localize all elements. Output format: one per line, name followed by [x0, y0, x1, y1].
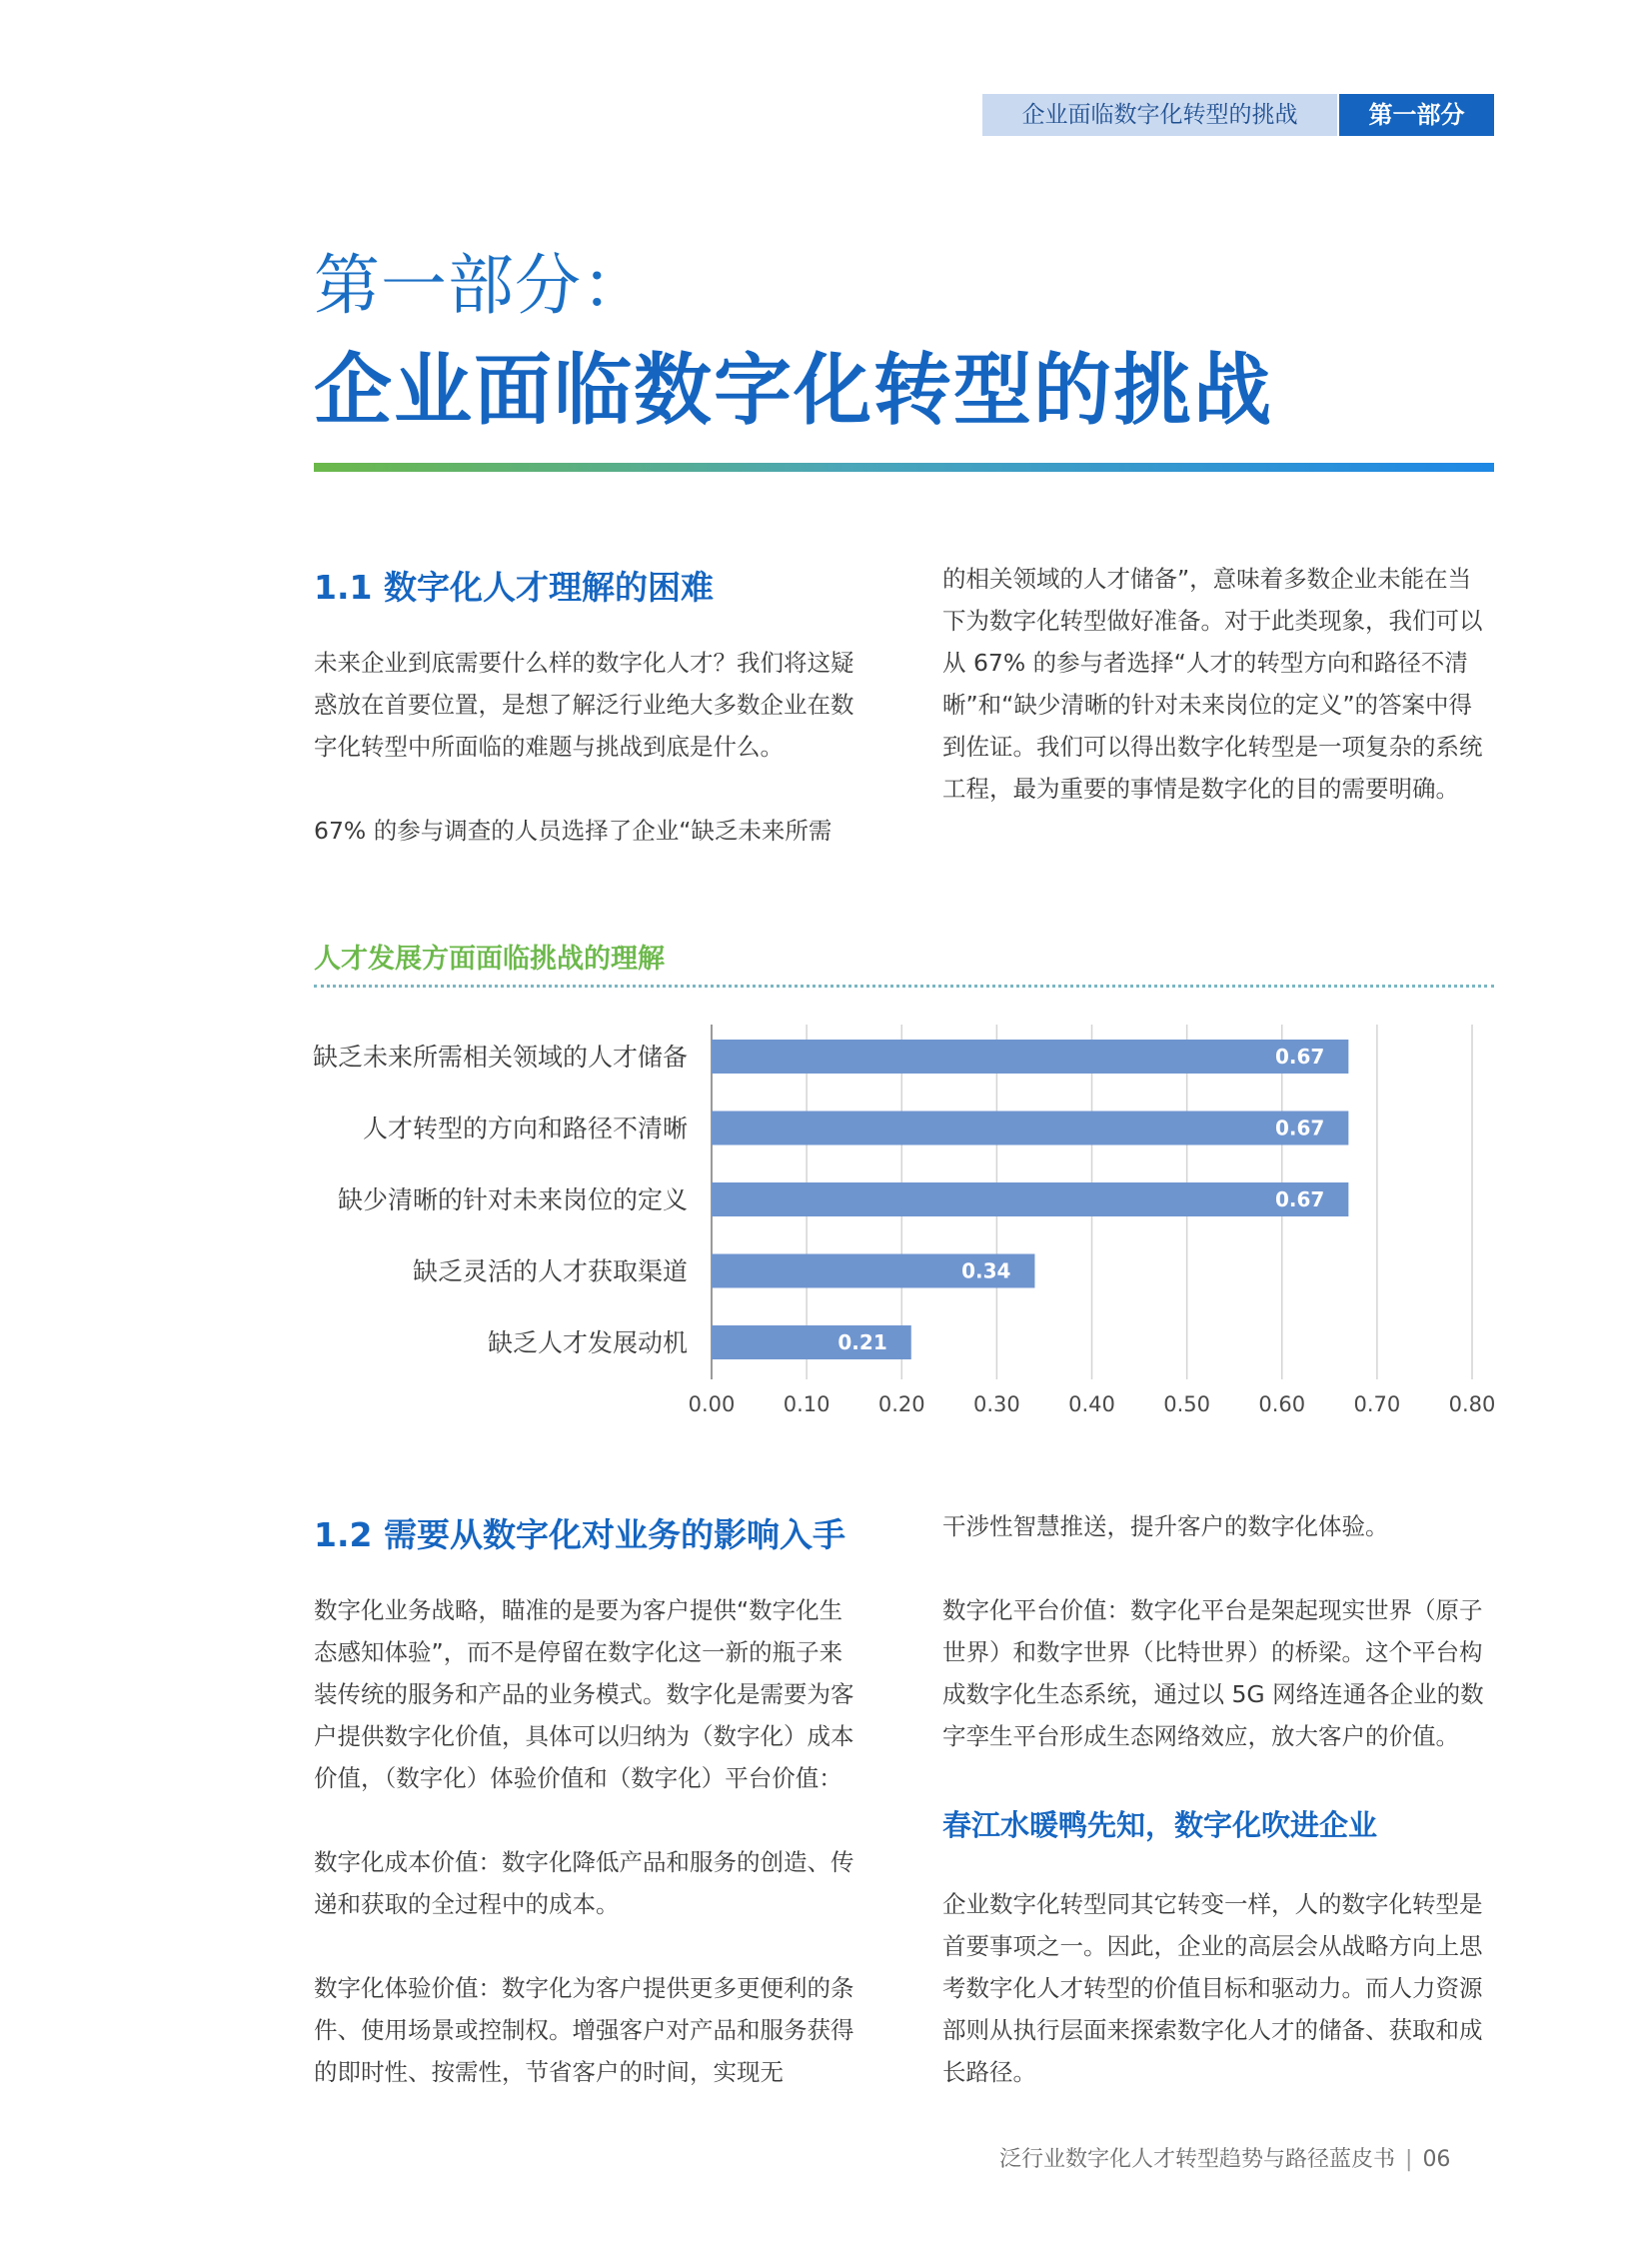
- section2-left-column: [314, 1589, 863, 2093]
- bar: [712, 1040, 1348, 1074]
- subheading-spring-river: 春江水暖鸭先知，数字化吹进企业: [942, 1808, 1378, 1842]
- footer-separator: |: [1405, 2147, 1413, 2172]
- x-tick-label: 0.80: [1448, 1392, 1496, 1416]
- section2-right-column: [942, 1505, 1492, 1757]
- paragraph: 67% 的参与调查的人员选择了企业“缺乏未来所需: [314, 817, 832, 845]
- bar: [712, 1182, 1348, 1216]
- category-label: 缺乏灵活的人才获取渠道: [412, 1256, 688, 1286]
- x-tick-label: 0.70: [1353, 1392, 1401, 1416]
- paragraph: 数字化成本价值：数字化降低产品和服务的创造、传递和获取的全过程中的成本。: [314, 1848, 854, 1918]
- x-tick-label: 0.50: [1163, 1392, 1211, 1416]
- category-label: 人才转型的方向和路径不清晰: [362, 1114, 688, 1143]
- data-label: 0.67: [1274, 1045, 1325, 1069]
- footer-doc-title: 泛行业数字化人才转型趋势与路径蓝皮书: [999, 2147, 1396, 2172]
- paragraph: 干涉性智慧推送，提升客户的数字化体验。: [942, 1512, 1389, 1540]
- x-tick-label: 0.00: [688, 1392, 736, 1416]
- category-label: 缺少清晰的针对未来岗位的定义: [337, 1185, 688, 1214]
- chart-heading: 人才发展方面面临挑战的理解: [314, 944, 665, 975]
- x-tick-label: 0.20: [877, 1392, 925, 1416]
- paragraph: 的相关领域的人才储备”，意味着多数企业未能在当下为数字化转型做好准备。对于此类现象，我们可以从 67% 的参与者选择“人才的转型方向和路径不清晰”和“缺少清晰的针对未来岗位的定义”的答案中得到佐证。我们可以得出数字化转型是一项复杂的系统工程，最为重要的事情是数字化的目的需要明确。: [942, 565, 1483, 803]
- data-label: 0.21: [837, 1330, 887, 1354]
- subsection-body: [942, 1883, 1492, 2093]
- data-label: 0.67: [1274, 1187, 1325, 1211]
- paragraph: 数字化业务战略，瞄准的是要为客户提供“数字化生态感知体验”，而不是停留在数字化这一新的瓶子来装传统的服务和产品的业务模式。数字化是需要为客户提供数字化价值，具体可以归纳为（数字化）成本价值，（数字化）体验价值和（数字化）平台价值：: [314, 1596, 854, 1792]
- x-tick-label: 0.10: [783, 1392, 830, 1416]
- header-section-title: 企业面临数字化转型的挑战: [982, 94, 1337, 136]
- page-footer: [999, 2142, 1450, 2173]
- paragraph: 企业数字化转型同其它转变一样，人的数字化转型是首要事项之一。因此，企业的高层会从战略方向上思考数字化人才转型的价值目标和驱动力。而人力资源部则从执行层面来探索数字化人才的储备、获取和成长路径。: [942, 1890, 1483, 2086]
- x-tick-label: 0.40: [1068, 1392, 1115, 1416]
- page-number: 06: [1422, 2147, 1451, 2172]
- paragraph: 未来企业到底需要什么样的数字化人才？我们将这疑惑放在首要位置，是想了解泛行业绝大多数企业在数字化转型中所面临的难题与挑战到底是什么。: [314, 649, 854, 761]
- x-tick-label: 0.30: [972, 1392, 1020, 1416]
- x-tick-label: 0.60: [1258, 1392, 1306, 1416]
- data-label: 0.67: [1274, 1116, 1325, 1140]
- header-part-label: 第一部分: [1339, 94, 1494, 136]
- section-heading-1-1: 1.1 数字化人才理解的困难: [314, 568, 714, 607]
- section-heading-1-2: 1.2 需要从数字化对业务的影响入手: [314, 1515, 845, 1554]
- paragraph: 数字化体验价值：数字化为客户提供更多更便利的条件、使用场景或控制权。增强客户对产品和服务获得的即时性、按需性，节省客户的时间，实现无: [314, 1974, 854, 2086]
- category-label: 缺乏人才发展动机: [487, 1328, 688, 1357]
- category-label: 缺乏未来所需相关领域的人才储备: [312, 1043, 688, 1072]
- page-title-main: 企业面临数字化转型的挑战: [314, 346, 1274, 436]
- bar: [712, 1112, 1348, 1145]
- page-title-part: 第一部分：: [314, 247, 649, 324]
- data-label: 0.34: [961, 1258, 1011, 1283]
- paragraph: 数字化平台价值：数字化平台是架起现实世界（原子世界）和数字世界（比特世界）的桥梁。这个平台构成数字化生态系统，通过以 5G 网络连通各企业的数字孪生平台形成生态网络效应，放大客户的价值。: [942, 1596, 1484, 1750]
